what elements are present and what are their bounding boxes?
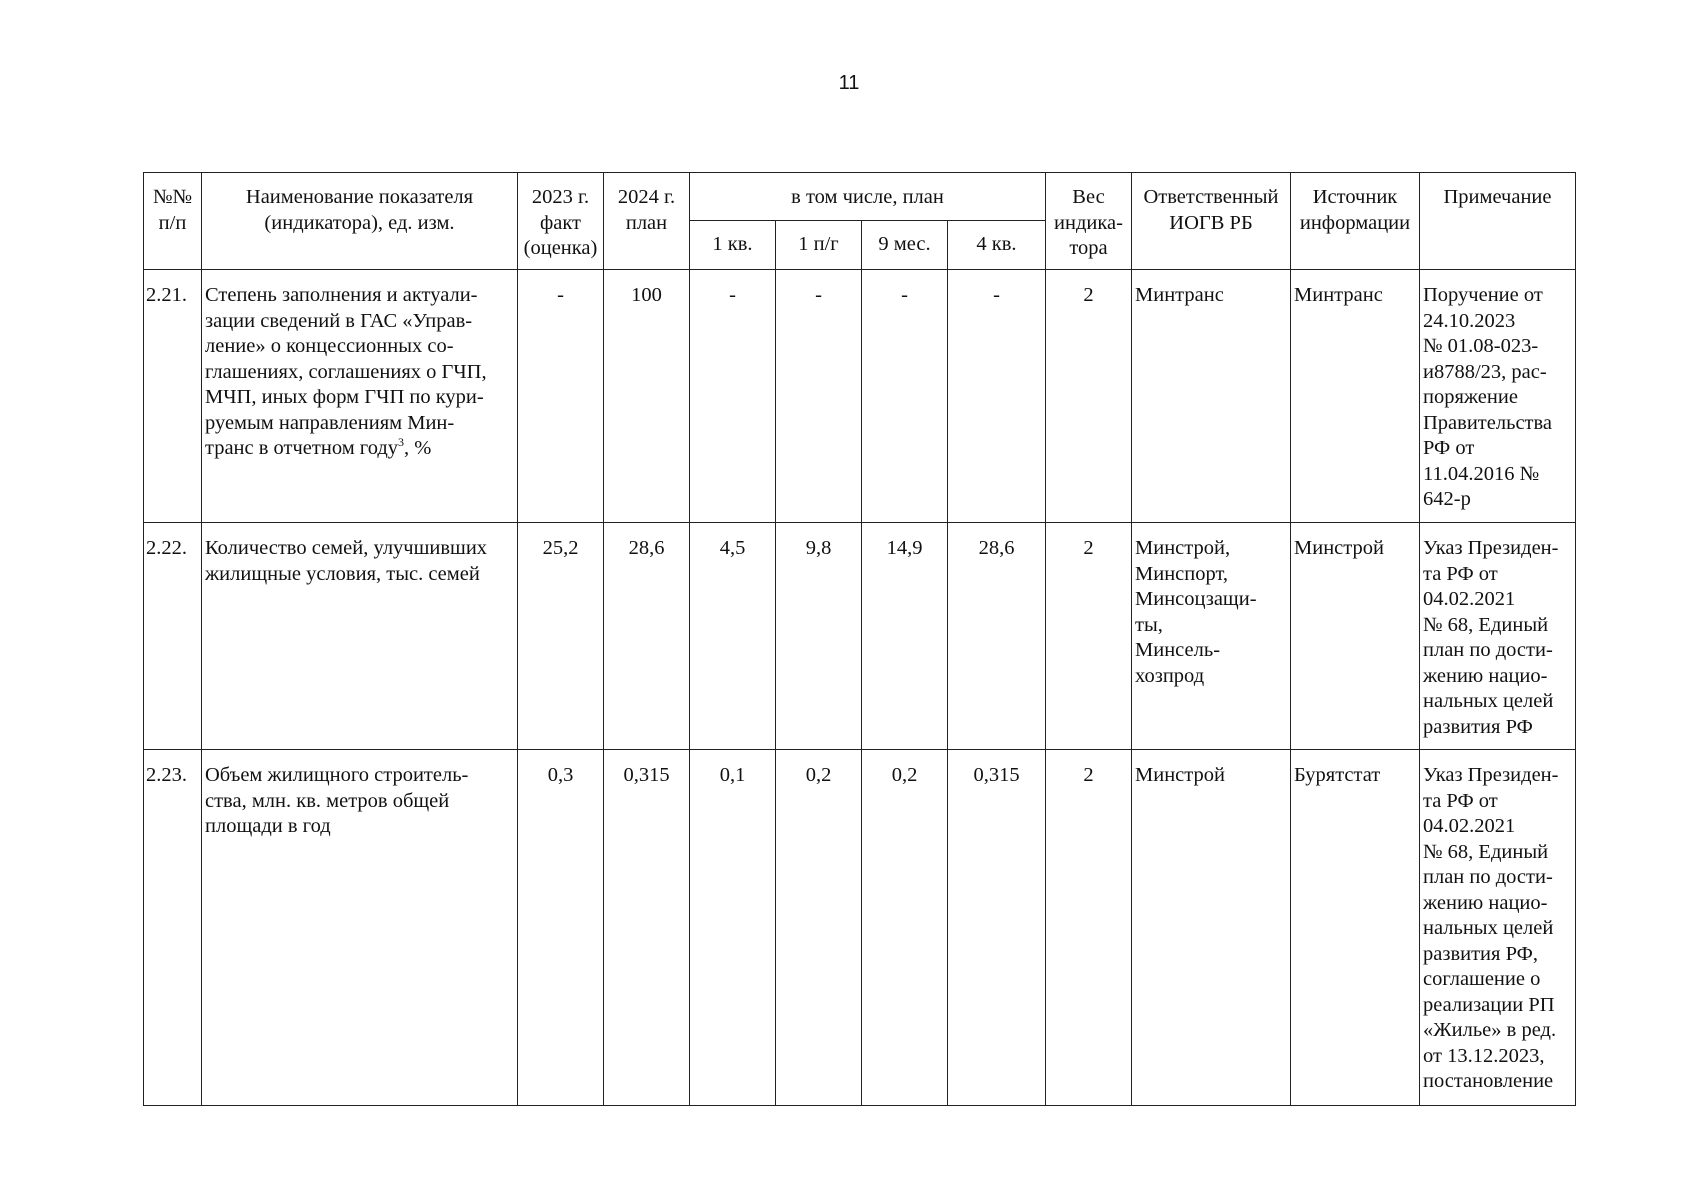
footnote-mark: 3 bbox=[398, 435, 405, 449]
row-weight: 2 bbox=[1046, 750, 1132, 1106]
row-num: 2.22. bbox=[144, 523, 202, 750]
header-q4: 4 кв. bbox=[948, 221, 1046, 270]
row-indicator-name: Степень заполнения и актуали- зации сведений в ГАС «Управ- ление» о концессионных со- глашениях, соглашениях о ГЧП, МЧП, иных форм ГЧП по кури- руемым направлениям Мин- транс в отчетном году$^3$, % bbox=[202, 270, 518, 523]
header-responsible: Ответственный ИОГВ РБ bbox=[1132, 173, 1291, 270]
header-plan-2024: 2024 г. план bbox=[604, 173, 690, 270]
row-source: Минстрой bbox=[1291, 523, 1420, 750]
row-plan-2024: 28,6 bbox=[604, 523, 690, 750]
row-note: Указ Президен- та РФ от 04.02.2021 № 68, Единый план по дости- жению нацио- нальных целей развития РФ, соглашение о реализации РП «Жилье» в ред. от 13.12.2023, постановление bbox=[1420, 750, 1576, 1106]
row-num: 2.23. bbox=[144, 750, 202, 1106]
header-fact-2023: 2023 г. факт (оценка) bbox=[518, 173, 604, 270]
row-source: Минтранс bbox=[1291, 270, 1420, 523]
row-q1: 4,5 bbox=[690, 523, 776, 750]
row-q4: - bbox=[948, 270, 1046, 523]
row-q4: 28,6 bbox=[948, 523, 1046, 750]
header-incl-plan: в том числе, план bbox=[690, 173, 1046, 221]
row-responsible: Минстрой bbox=[1132, 750, 1291, 1106]
row-num: 2.21. bbox=[144, 270, 202, 523]
row-h1: - bbox=[776, 270, 862, 523]
row-weight: 2 bbox=[1046, 523, 1132, 750]
header-h1: 1 п/г bbox=[776, 221, 862, 270]
header-name: Наименование показателя (индикатора), ед. изм. bbox=[202, 173, 518, 270]
header-num: №№ п/п bbox=[144, 173, 202, 270]
row-note: Указ Президен- та РФ от 04.02.2021 № 68, Единый план по дости- жению нацио- нальных целей развития РФ bbox=[1420, 523, 1576, 750]
table-header-row bbox=[144, 173, 1576, 221]
row-source: Бурятстат bbox=[1291, 750, 1420, 1106]
row-9m: - bbox=[862, 270, 948, 523]
row-fact-2023: - bbox=[518, 270, 604, 523]
row-fact-2023: 25,2 bbox=[518, 523, 604, 750]
row-9m: 14,9 bbox=[862, 523, 948, 750]
row-indicator-name: Объем жилищного строитель- ства, млн. кв. метров общей площади в год bbox=[202, 750, 518, 1106]
row-indicator-name: Количество семей, улучшивших жилищные условия, тыс. семей bbox=[202, 523, 518, 750]
row-responsible: Минтранс bbox=[1132, 270, 1291, 523]
row-q4: 0,315 bbox=[948, 750, 1046, 1106]
row-weight: 2 bbox=[1046, 270, 1132, 523]
table-row bbox=[144, 270, 1576, 523]
table-row bbox=[144, 523, 1576, 750]
table-row bbox=[144, 750, 1576, 1106]
header-note: Примечание bbox=[1420, 173, 1576, 270]
row-h1: 9,8 bbox=[776, 523, 862, 750]
row-plan-2024: 0,315 bbox=[604, 750, 690, 1106]
row-plan-2024: 100 bbox=[604, 270, 690, 523]
row-fact-2023: 0,3 bbox=[518, 750, 604, 1106]
header-source: Источник информации bbox=[1291, 173, 1420, 270]
row-note: Поручение от 24.10.2023 № 01.08-023- и8788/23, рас- поряжение Правительства РФ от 11.04.2016 № 642-р bbox=[1420, 270, 1576, 523]
row-responsible: Минстрой, Минспорт, Минсоцзащи- ты, Минсель- хозпрод bbox=[1132, 523, 1291, 750]
page-number: 11 bbox=[838, 72, 860, 94]
header-weight: Вес индика- тора bbox=[1046, 173, 1132, 270]
indicators-table bbox=[143, 172, 1576, 1106]
row-q1: - bbox=[690, 270, 776, 523]
row-9m: 0,2 bbox=[862, 750, 948, 1106]
row-q1: 0,1 bbox=[690, 750, 776, 1106]
row-h1: 0,2 bbox=[776, 750, 862, 1106]
header-q1: 1 кв. bbox=[690, 221, 776, 270]
header-9m: 9 мес. bbox=[862, 221, 948, 270]
